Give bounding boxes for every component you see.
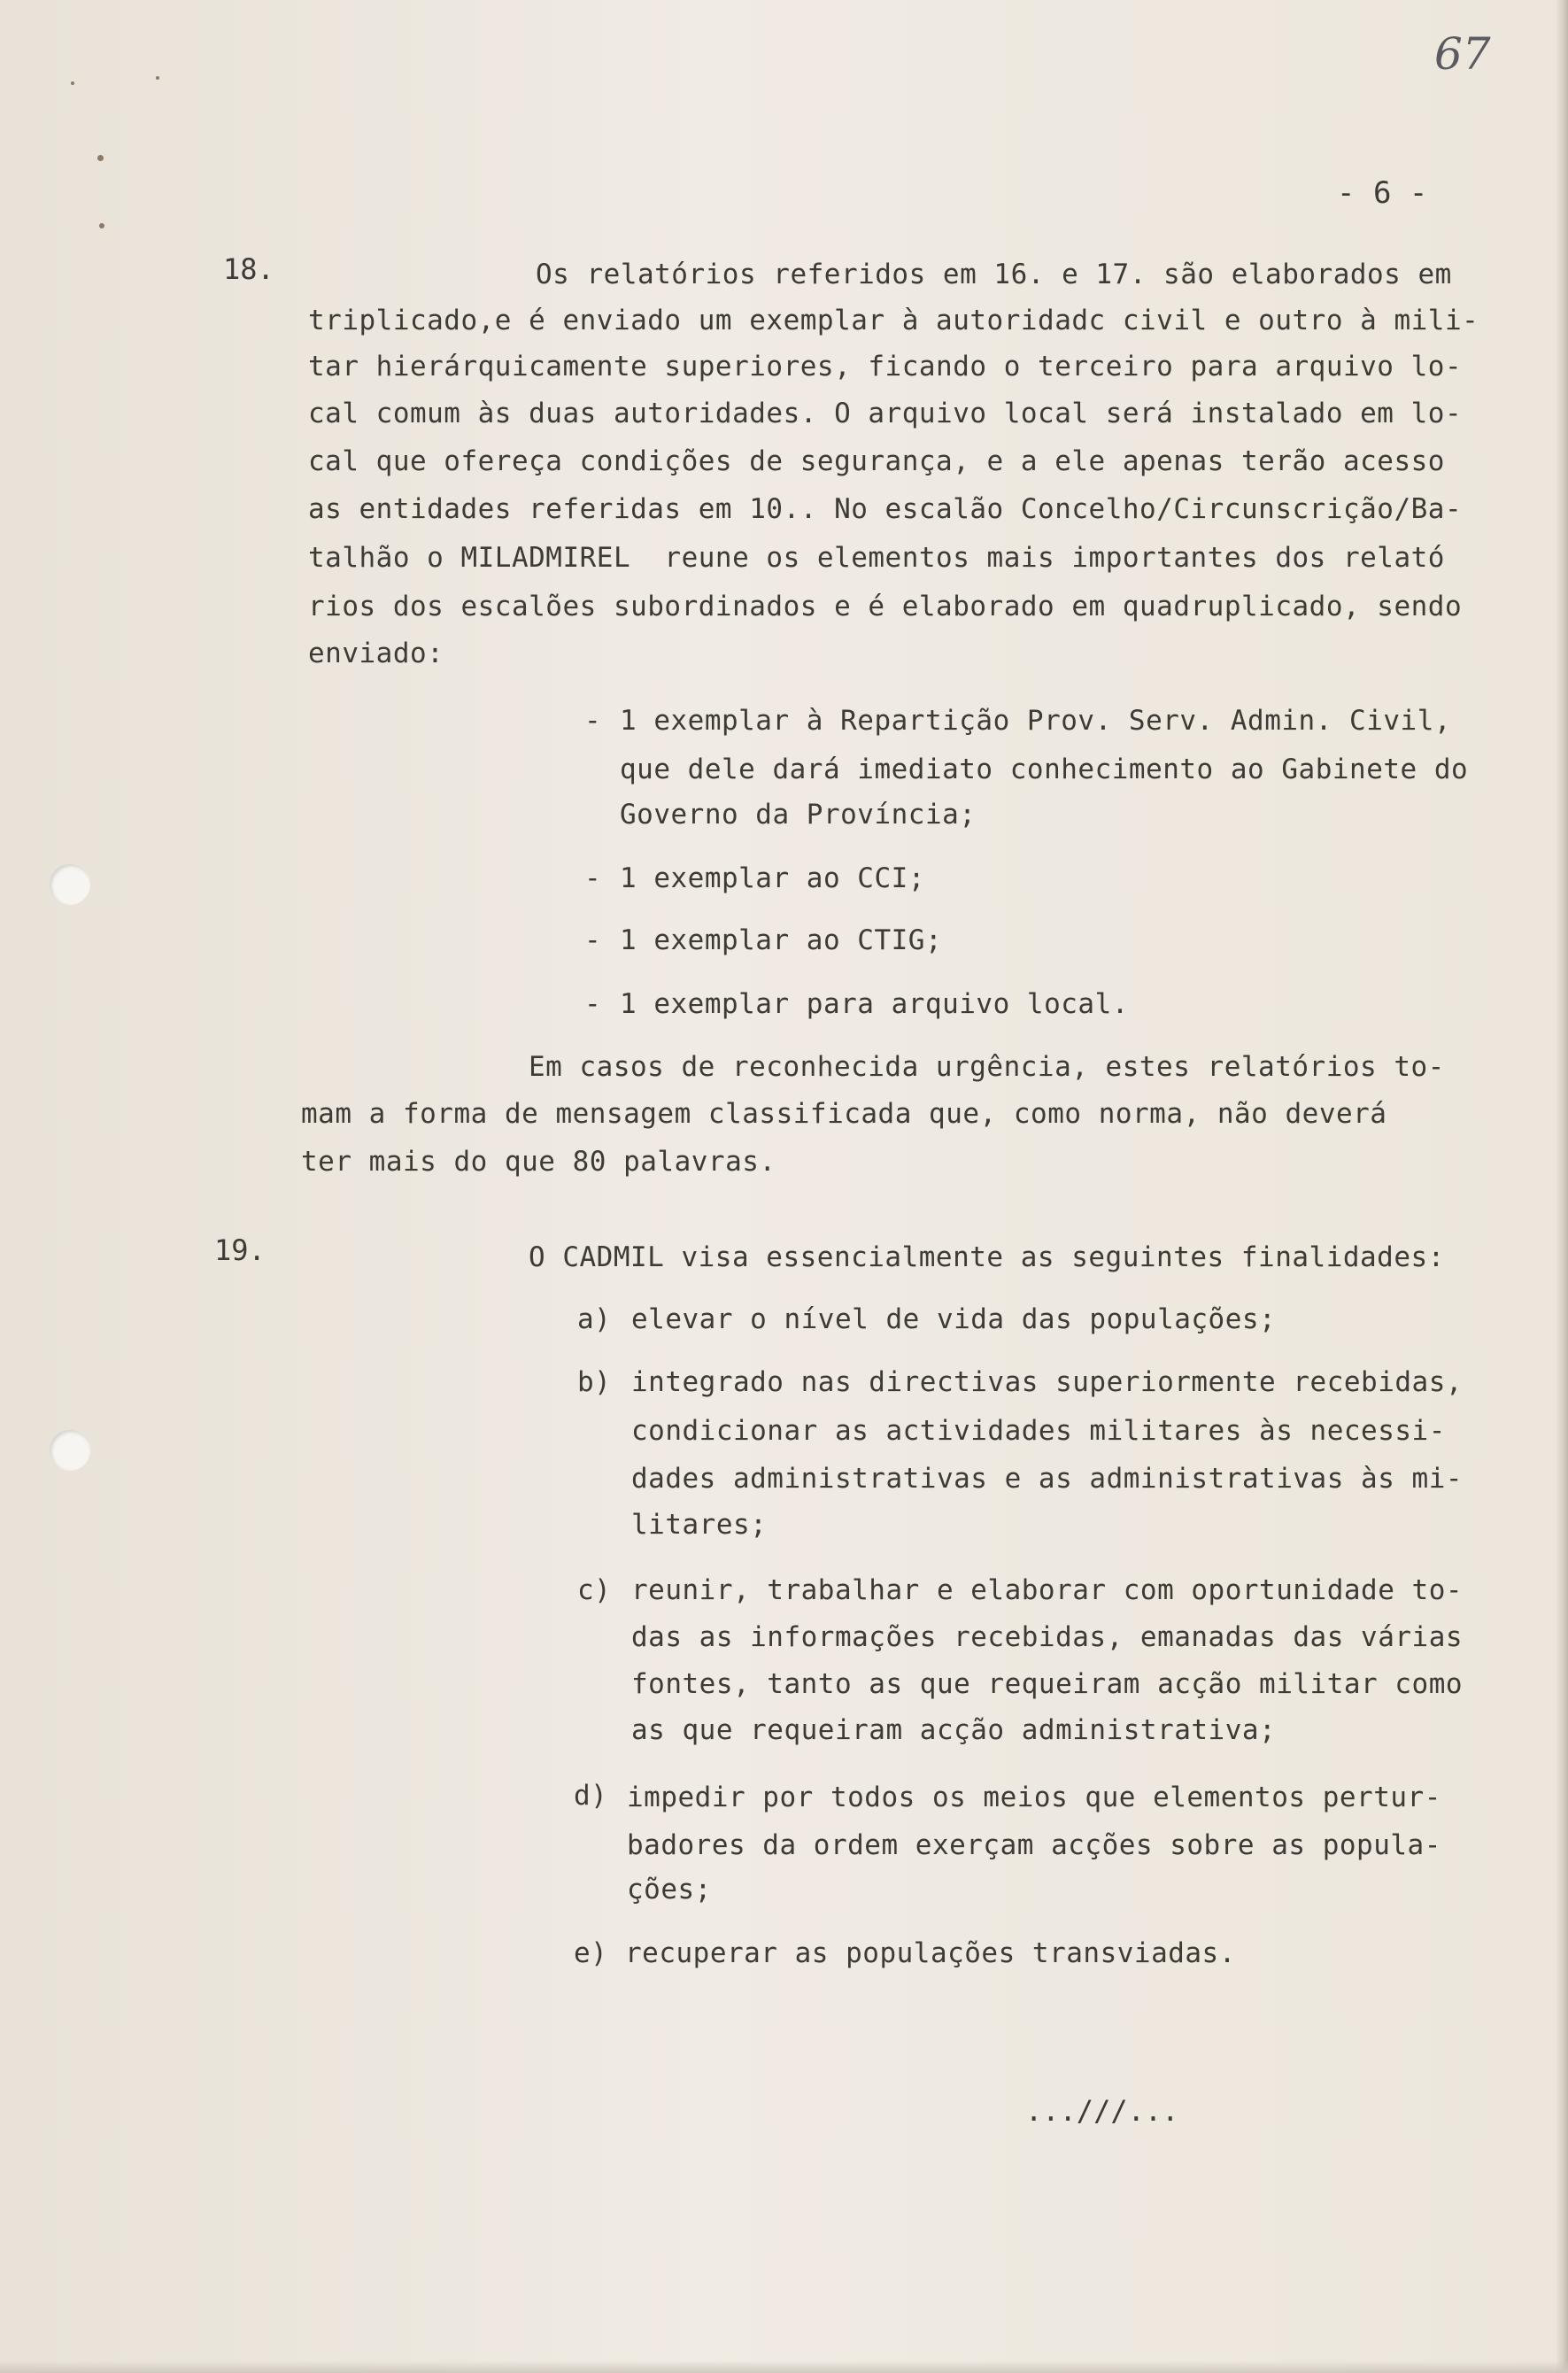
paragraph-line: mam a forma de mensagem classificada que, como norma, não deverá	[301, 1098, 1387, 1130]
list-dash: -	[584, 862, 602, 894]
paper-edge	[0, 2361, 1568, 2373]
paragraph-line: cal que ofereça condições de segurança, e a ele apenas terão acesso	[308, 445, 1445, 477]
paragraph-line: rios dos escalões subordinados e é elaborado em quadruplicado, sendo	[308, 591, 1463, 622]
punch-hole	[50, 1430, 90, 1471]
item-label: b)	[577, 1366, 612, 1398]
list-dash: -	[584, 924, 602, 956]
item-line: elevar o nível de vida das populações;	[631, 1303, 1277, 1335]
list-item-line: que dele dará imediato conhecimento ao Gabinete do	[620, 754, 1469, 785]
list-item-line: Governo da Província;	[620, 799, 977, 831]
list-item-line: 1 exemplar ao CCI;	[620, 862, 925, 894]
paragraph-line: tar hierárquicamente superiores, ficando o terceiro para arquivo lo-	[308, 351, 1463, 383]
continuation-marker: ...///...	[1025, 2094, 1179, 2128]
paragraph-line: Em casos de reconhecida urgência, estes relatórios to-	[529, 1051, 1445, 1083]
item-line: condicionar as actividades militares às necessi-	[631, 1415, 1446, 1447]
handwritten-page-number: 67	[1434, 28, 1491, 80]
item-line: das as informações recebidas, emanadas das várias	[631, 1621, 1464, 1653]
item-line: fontes, tanto as que requeiram acção militar como	[631, 1668, 1464, 1700]
item-line: integrado nas directivas superiormente recebidas,	[631, 1366, 1464, 1398]
item-line: recuperar as populações transviadas.	[625, 1937, 1236, 1969]
item-line: dades administrativas e as administrativas às mi-	[631, 1463, 1464, 1495]
item-line: as que requeiram acção administrativa;	[631, 1714, 1277, 1746]
paragraph-line: talhão o MILADMIREL reune os elementos mais importantes dos relató	[308, 542, 1445, 574]
paragraph-line: ter mais do que 80 palavras.	[301, 1146, 776, 1178]
page-number: - 6 -	[1337, 175, 1428, 211]
item-line: reunir, trabalhar e elaborar com oportunidade to-	[631, 1574, 1464, 1606]
paper-edge	[1556, 0, 1568, 2373]
paragraph-line: cal comum às duas autoridades. O arquivo local será instalado em lo-	[308, 398, 1463, 429]
paper-speck	[99, 223, 104, 228]
item-line: impedir por todos os meios que elementos pertur-	[627, 1782, 1441, 1813]
paper-speck	[156, 76, 159, 80]
item-label: d)	[574, 1780, 608, 1812]
item-line: badores da ordem exerçam acções sobre as popula-	[627, 1829, 1441, 1861]
list-item-line: 1 exemplar para arquivo local.	[620, 988, 1129, 1020]
item-line: ções;	[627, 1874, 712, 1905]
list-dash: -	[584, 705, 602, 737]
paragraph-line: enviado:	[308, 638, 444, 669]
item-label: a)	[577, 1303, 612, 1335]
paragraph-line: Os relatórios referidos em 16. e 17. são elaborados em	[536, 259, 1452, 290]
list-item-line: 1 exemplar ao CTIG;	[620, 924, 943, 956]
punch-hole	[50, 864, 90, 905]
section-number: 18.	[223, 252, 274, 286]
paragraph-line: triplicado,e é enviado um exemplar à autoridadc civil e outro à mili-	[308, 305, 1479, 336]
list-item-line: 1 exemplar à Repartição Prov. Serv. Admin. Civil,	[620, 705, 1452, 737]
item-label: c)	[577, 1574, 612, 1606]
list-dash: -	[584, 988, 602, 1020]
item-line: litares;	[631, 1509, 768, 1541]
section-intro: O CADMIL visa essencialmente as seguintes finalidades:	[529, 1241, 1445, 1273]
section-number: 19.	[214, 1233, 266, 1267]
paper-speck	[97, 155, 104, 161]
item-label: e)	[574, 1937, 608, 1969]
paper-speck	[71, 81, 74, 85]
paragraph-line: as entidades referidas em 10.. No escalão Concelho/Circunscrição/Ba-	[308, 493, 1463, 525]
